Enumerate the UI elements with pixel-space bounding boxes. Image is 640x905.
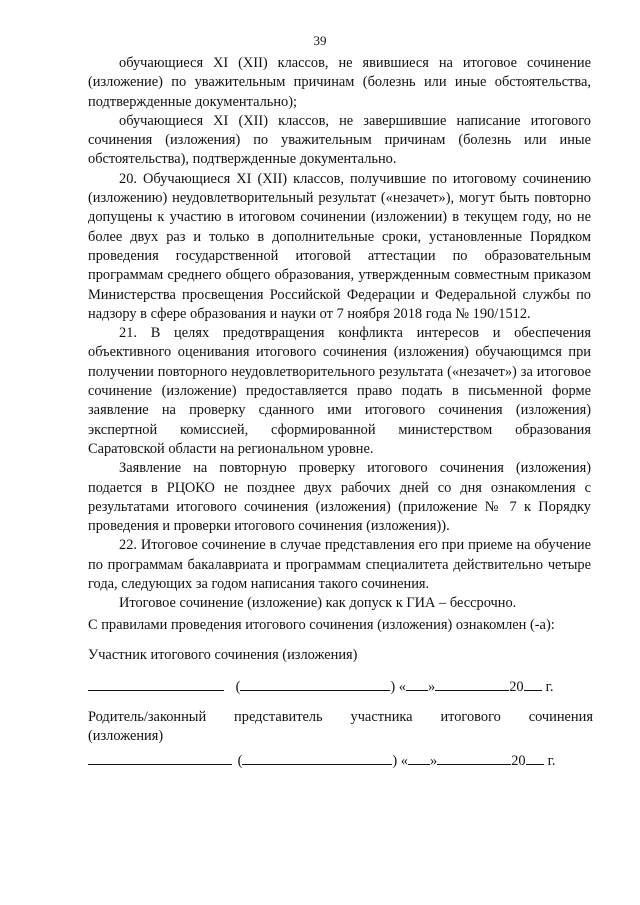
- signature-blank[interactable]: [88, 750, 232, 765]
- day-blank[interactable]: [408, 750, 430, 765]
- year-blank[interactable]: [524, 676, 542, 691]
- paragraph-item-20: 20. Обучающиеся XI (XII) классов, получившие по итоговому сочинению (изложению) неудовлетворительный результат («незачет»), могут быть повторно допущены к участию в итоговом сочинении (изложении) в текущем году, но не более двух раз и только в дополнительные сроки, установленные Порядком проведения государственной итоговой аттестации по образовательным программам среднего общего образования, утвержденным совместным приказом Министерства просвещения Российской Федерации и Федеральной службы по надзору в сфере образования и науки от 7 ноября 2018 года № 190/1512.: [88, 170, 591, 322]
- name-blank[interactable]: [240, 676, 390, 691]
- paragraph-absent-students: обучающиеся XI (XII) классов, не явившиеся на итоговое сочинение (изложение) по уважительным причинам (болезнь или иные обстоятельства, подтвержденные документально);: [88, 55, 591, 110]
- page-number: 39: [313, 33, 327, 48]
- paragraph-appeal: Заявление на повторную проверку итогового сочинения (изложения) подается в РЦОКО не позднее двух рабочих дней со дня ознакомления с результатами итогового сочинения (изложения) (приложение № 7 к Порядку проведения и проверки итогового сочинения (изложения)).: [88, 460, 591, 535]
- day-blank[interactable]: [406, 676, 428, 691]
- paragraph-incomplete-students: обучающиеся XI (XII) классов, не завершившие написание итогового сочинения (изложения) по уважительным причинам (болезнь или иные обстоятельства), подтвержденные документально.: [88, 112, 591, 168]
- name-blank[interactable]: [242, 750, 392, 765]
- acknowledgement-text: С правилами проведения итогового сочинения (изложения) ознакомлен (-а):: [88, 617, 555, 633]
- month-blank[interactable]: [437, 750, 511, 765]
- parent-signature-line: ( ) « » 20 г.: [88, 750, 593, 770]
- document-body: [88, 54, 591, 614]
- participant-signature-line: ( ) « » 20 г.: [88, 676, 593, 696]
- paragraph-item-22: 22. Итоговое сочинение в случае представления его при приеме на обучение по программам бакалавриата и программам специалитета действительно четыре года, следующих за годом написания такого сочинения.: [88, 537, 591, 593]
- year-blank[interactable]: [526, 750, 544, 765]
- signature-blank[interactable]: [88, 676, 224, 691]
- month-blank[interactable]: [435, 676, 509, 691]
- paragraph-admission: Итоговое сочинение (изложение) как допуск к ГИА – бессрочно.: [119, 595, 517, 612]
- parent-label: Родитель/законный представитель участника итогового сочинения (изложения): [88, 709, 593, 744]
- paragraph-item-21: 21. В целях предотвращения конфликта интересов и обеспечения объективного оценивания итогового сочинения (изложения) обучающимся при получении повторного неудовлетворительного результата («незачет») за итоговое сочинение (изложение) предоставляется право подать в письменной форме заявление на проверку сданного ими итогового сочинения (изложения) экспертной комиссией, сформированной министерством образования Саратовской области на региональном уровне.: [88, 325, 591, 457]
- participant-label: Участник итогового сочинения (изложения): [88, 647, 358, 663]
